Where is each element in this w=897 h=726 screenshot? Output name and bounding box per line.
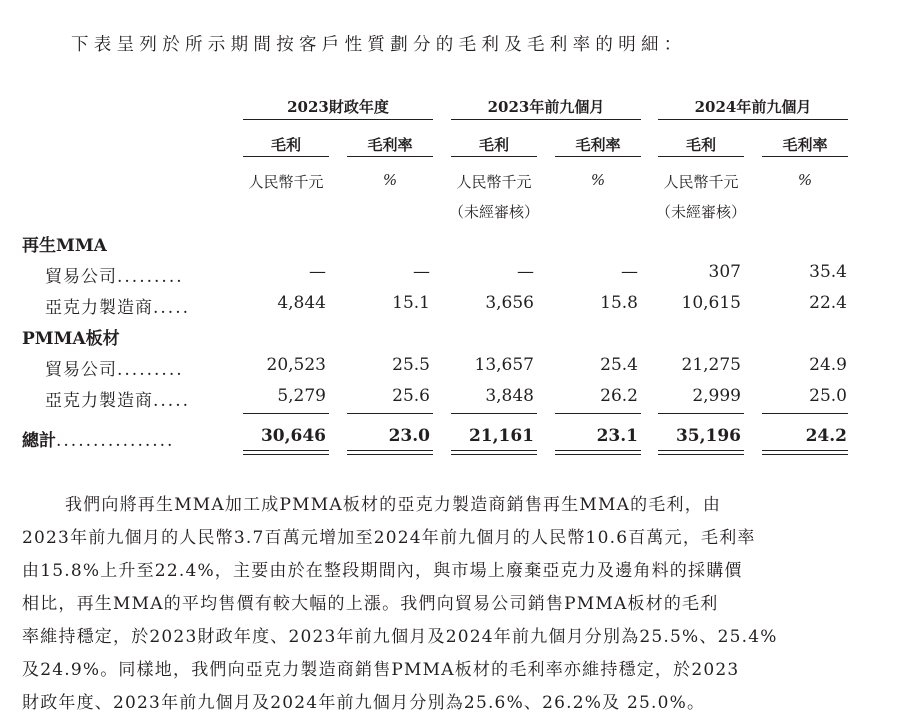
subhead-underline — [243, 156, 329, 157]
cell: 26.2 — [600, 386, 638, 406]
unit-label: % — [797, 171, 813, 189]
cell: 24.9 — [809, 355, 847, 375]
total-double-rule — [243, 450, 329, 451]
leader-dots: ..... — [153, 298, 191, 318]
total-double-rule — [658, 454, 744, 455]
cell: 25.5 — [392, 355, 430, 375]
total-double-rule — [347, 450, 433, 451]
row-label-text: 亞克力製造商 — [45, 298, 153, 318]
cell: — — [413, 262, 430, 282]
total-top-rule — [555, 413, 641, 414]
paragraph-line: 率維持穩定，於2023財政年度、2023年前九個月及2024年前九個月分別為25.5%、25.4% — [22, 627, 778, 647]
total-double-rule — [658, 450, 744, 451]
cell: 3,848 — [485, 386, 534, 406]
paragraph-line: 相比，再生MMA的平均售價有較大幅的上漲。我們向貿易公司銷售PMMA板材的毛利 — [22, 594, 719, 614]
cell: — — [621, 262, 638, 282]
intro-text: 下表呈列於所示期間按客戶性質劃分的毛利及毛利率的明細： — [71, 35, 687, 55]
subhead-margin: 毛利率 — [367, 136, 413, 154]
total-cell: 23.1 — [596, 426, 638, 446]
leader-dots: ................ — [56, 431, 175, 451]
subhead-gross-profit: 毛利 — [270, 136, 301, 154]
unit-label: 人民幣千元 — [248, 173, 324, 191]
row-label-trading — [45, 355, 184, 380]
total-double-rule — [555, 450, 641, 451]
row-label-text: 總計 — [22, 431, 56, 451]
cell: 15.1 — [392, 293, 430, 313]
subhead-underline — [347, 156, 433, 157]
row-label-trading — [45, 262, 184, 287]
cell: 4,844 — [277, 293, 326, 313]
period-underline — [243, 119, 433, 120]
total-top-rule — [762, 413, 848, 414]
total-double-rule — [762, 454, 848, 455]
subhead-margin: 毛利率 — [575, 136, 621, 154]
cell: — — [517, 262, 534, 282]
cell: 25.6 — [392, 386, 430, 406]
total-top-rule — [347, 413, 433, 414]
row-label-acrylic-manufacturer — [45, 293, 190, 318]
unit-label: % — [590, 171, 606, 189]
cell: 35.4 — [809, 262, 847, 282]
cell: 15.8 — [600, 293, 638, 313]
unaudited-note: （未經審核） — [655, 203, 746, 221]
row-label-text: 貿易公司 — [45, 360, 117, 380]
subhead-gross-profit: 毛利 — [685, 136, 716, 154]
subhead-underline — [451, 156, 537, 157]
unit-label: % — [382, 171, 398, 189]
total-double-rule — [555, 454, 641, 455]
paragraph-line: 由15.8%上升至22.4%，主要由於在整段期間內，與市場上廢棄亞克力及邊角料的採購價 — [22, 561, 743, 581]
leader-dots: ......... — [117, 360, 184, 380]
period-underline — [451, 119, 641, 120]
total-double-rule — [347, 454, 433, 455]
subhead-underline — [658, 156, 744, 157]
total-cell: 30,646 — [260, 426, 326, 446]
period-header-9m2023: 2023年前九個月 — [487, 98, 605, 116]
cell: 13,657 — [474, 355, 534, 375]
cell: 25.4 — [600, 355, 638, 375]
paragraph-line: 及24.9%。同樣地，我們向亞克力製造商銷售PMMA板材的毛利率亦維持穩定，於2023 — [22, 660, 740, 680]
cell: 22.4 — [809, 293, 847, 313]
total-top-rule — [451, 413, 537, 414]
period-header-fy2023: 2023財政年度 — [287, 98, 389, 116]
total-double-rule — [762, 450, 848, 451]
leader-dots: ......... — [117, 267, 184, 287]
total-cell: 21,161 — [468, 426, 534, 446]
group-label-recycled-mma: 再生MMA — [22, 236, 107, 256]
cell: 5,279 — [277, 386, 326, 406]
cell: 307 — [708, 262, 741, 282]
subhead-gross-profit: 毛利 — [478, 136, 509, 154]
row-label-text: 亞克力製造商 — [45, 391, 153, 411]
cell: 2,999 — [692, 386, 741, 406]
subhead-underline — [555, 156, 641, 157]
cell: 20,523 — [266, 355, 326, 375]
unaudited-note: （未經審核） — [448, 203, 539, 221]
total-double-rule — [451, 454, 537, 455]
total-cell: 35,196 — [675, 426, 741, 446]
cell: 3,656 — [485, 293, 534, 313]
row-label-total — [22, 426, 174, 451]
subhead-margin: 毛利率 — [782, 136, 828, 154]
cell: — — [309, 262, 326, 282]
period-header-9m2024: 2024年前九個月 — [694, 98, 812, 116]
total-double-rule — [243, 454, 329, 455]
paragraph-line: 2023年前九個月的人民幣3.7百萬元增加至2024年前九個月的人民幣10.6百萬元，毛利率 — [22, 528, 756, 548]
total-cell: 23.0 — [388, 426, 430, 446]
total-top-rule — [243, 413, 329, 414]
paragraph-line: 財政年度、2023年前九個月及2024年前九個月分別為25.6%、26.2%及 25.0%。 — [22, 693, 706, 713]
group-label-pmma-sheet: PMMA板材 — [22, 329, 120, 349]
cell: 10,615 — [681, 293, 741, 313]
cell: 25.0 — [809, 386, 847, 406]
unit-label: 人民幣千元 — [456, 173, 532, 191]
total-double-rule — [451, 450, 537, 451]
unit-label: 人民幣千元 — [663, 173, 739, 191]
row-label-text: 貿易公司 — [45, 267, 117, 287]
paragraph-line: 我們向將再生MMA加工成PMMA板材的亞克力製造商銷售再生MMA的毛利，由 — [65, 495, 722, 515]
total-top-rule — [658, 413, 744, 414]
total-cell: 24.2 — [805, 426, 847, 446]
period-underline — [658, 119, 848, 120]
leader-dots: ..... — [153, 391, 191, 411]
row-label-acrylic-manufacturer — [45, 386, 190, 411]
cell: 21,275 — [681, 355, 741, 375]
subhead-underline — [762, 156, 848, 157]
